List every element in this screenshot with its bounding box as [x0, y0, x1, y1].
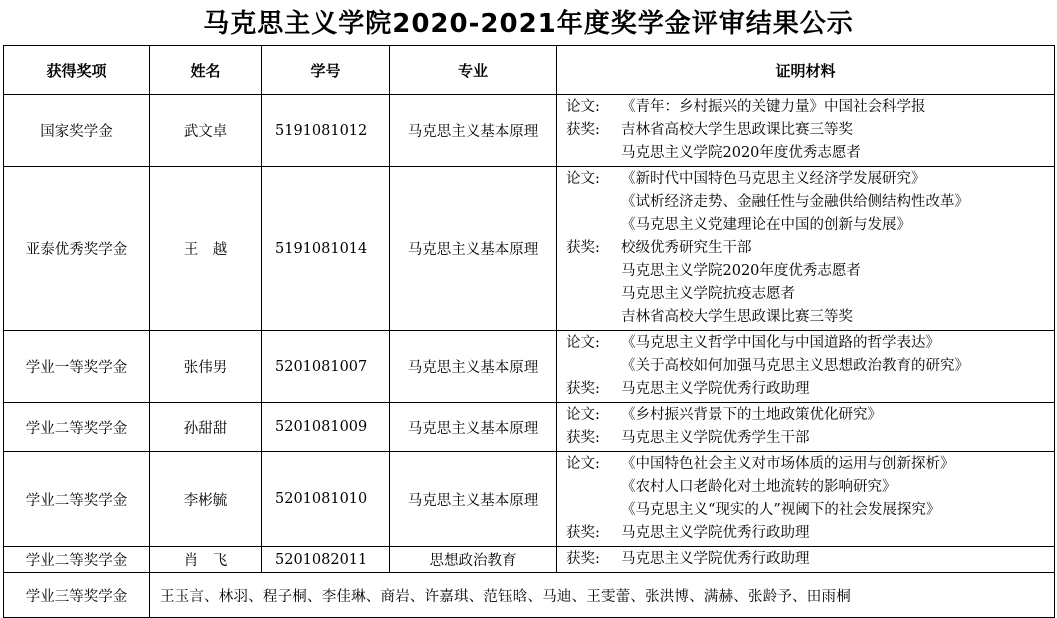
evidence-label [566, 142, 621, 165]
evidence-line [566, 476, 1050, 499]
evidence-line [566, 96, 1050, 119]
evidence-label: 获奖: [566, 122, 600, 138]
evidence-label: 获奖: [566, 240, 600, 256]
evidence-text: 《马克思主义哲学中国化与中国道路的哲学表达》 [621, 335, 940, 351]
student-id-cell: 5191081014 [262, 167, 390, 331]
evidence-text: 《青年：乡村振兴的关键力量》中国社会科学报 [621, 99, 926, 115]
header-student-id: 学号 [262, 46, 390, 95]
evidence-line [566, 119, 1050, 142]
table-row [4, 167, 1055, 331]
name-cell: 武文卓 [150, 95, 262, 167]
award-cell: 学业二等奖学金 [4, 403, 150, 452]
evidence-cell [557, 452, 1055, 547]
evidence-line [566, 453, 1050, 476]
table-row [4, 403, 1055, 452]
third-class-award: 学业三等奖学金 [4, 573, 150, 618]
evidence-text: 马克思主义学院优秀行政助理 [621, 381, 810, 397]
evidence-cell [557, 167, 1055, 331]
evidence-label [566, 191, 621, 214]
evidence-label [566, 355, 621, 378]
evidence-text: 吉林省高校大学生思政课比赛三等奖 [621, 309, 853, 325]
table-row [4, 547, 1055, 573]
student-id-cell: 5201082011 [262, 547, 390, 573]
evidence-cell [557, 403, 1055, 452]
student-id-cell: 5201081009 [262, 403, 390, 452]
evidence-line [566, 142, 1050, 165]
header-name: 姓名 [150, 46, 262, 95]
third-class-row [4, 573, 1055, 618]
name-cell: 王 越 [150, 167, 262, 331]
evidence-label: 论文: [566, 335, 600, 351]
name-cell: 孙甜甜 [150, 403, 262, 452]
evidence-text: 《关于高校如何加强马克思主义思想政治教育的研究》 [621, 358, 969, 374]
evidence-line [566, 306, 1050, 329]
major-cell: 马克思主义基本原理 [390, 167, 557, 331]
award-cell: 学业二等奖学金 [4, 452, 150, 547]
evidence-line [566, 191, 1050, 214]
evidence-label: 论文: [566, 407, 600, 423]
page-title: 马克思主义学院2020-2021年度奖学金评审结果公示 [203, 8, 854, 39]
name-cell: 张伟男 [150, 331, 262, 403]
evidence-label [566, 214, 621, 237]
student-id-cell: 5191081012 [262, 95, 390, 167]
evidence-label [566, 499, 621, 522]
evidence-label [566, 260, 621, 283]
evidence-cell [557, 95, 1055, 167]
evidence-text: 吉林省高校大学生思政课比赛三等奖 [621, 122, 853, 138]
evidence-text: 《马克思主义“现实的人”视阈下的社会发展探究》 [621, 502, 941, 518]
evidence-label: 获奖: [566, 551, 600, 567]
evidence-line [566, 427, 1050, 450]
evidence-text: 马克思主义学院优秀行政助理 [621, 525, 810, 541]
evidence-cell [557, 331, 1055, 403]
evidence-text: 《农村人口老龄化对土地流转的影响研究》 [621, 479, 897, 495]
table-row [4, 331, 1055, 403]
evidence-line [566, 332, 1050, 355]
evidence-line [566, 283, 1050, 306]
evidence-line [566, 522, 1050, 545]
table-body [4, 95, 1055, 618]
evidence-line [566, 260, 1050, 283]
table-header-row [4, 46, 1055, 95]
evidence-text: 校级优秀研究生干部 [621, 240, 752, 256]
evidence-text: 马克思主义学院抗疫志愿者 [621, 286, 795, 302]
evidence-text: 马克思主义学院优秀行政助理 [621, 551, 810, 567]
header-award: 获得奖项 [4, 46, 150, 95]
name-cell: 肖 飞 [150, 547, 262, 573]
evidence-line [566, 499, 1050, 522]
student-id-cell: 5201081007 [262, 331, 390, 403]
evidence-text: 马克思主义学院2020年度优秀志愿者 [621, 263, 861, 279]
major-cell: 马克思主义基本原理 [390, 331, 557, 403]
third-class-names: 王玉言、林羽、程子桐、李佳琳、商岩、许嘉琪、范钰晗、马迪、王雯蕾、张洪博、满赫、张龄予、田雨桐 [150, 573, 1055, 618]
evidence-label: 获奖: [566, 525, 600, 541]
name-cell: 李彬毓 [150, 452, 262, 547]
evidence-cell [557, 547, 1055, 573]
award-cell: 亚泰优秀奖学金 [4, 167, 150, 331]
evidence-label [566, 306, 621, 329]
evidence-line [566, 378, 1050, 401]
evidence-label [566, 476, 621, 499]
evidence-label: 获奖: [566, 430, 600, 446]
major-cell: 思想政治教育 [390, 547, 557, 573]
award-cell: 学业一等奖学金 [4, 331, 150, 403]
evidence-label: 获奖: [566, 381, 600, 397]
evidence-line [566, 548, 1050, 571]
evidence-label [566, 283, 621, 306]
award-cell: 学业二等奖学金 [4, 547, 150, 573]
table-row [4, 95, 1055, 167]
major-cell: 马克思主义基本原理 [390, 452, 557, 547]
evidence-label: 论文: [566, 171, 600, 187]
evidence-text: 马克思主义学院2020年度优秀志愿者 [621, 145, 861, 161]
header-major: 专业 [390, 46, 557, 95]
evidence-text: 《中国特色社会主义对市场体质的运用与创新探析》 [621, 456, 955, 472]
major-cell: 马克思主义基本原理 [390, 403, 557, 452]
header-evidence: 证明材料 [557, 46, 1055, 95]
table-row [4, 452, 1055, 547]
student-id-cell: 5201081010 [262, 452, 390, 547]
major-cell: 马克思主义基本原理 [390, 95, 557, 167]
award-cell: 国家奖学金 [4, 95, 150, 167]
evidence-text: 马克思主义学院优秀学生干部 [621, 430, 810, 446]
evidence-text: 《马克思主义党建理论在中国的创新与发展》 [621, 217, 911, 233]
evidence-line [566, 168, 1050, 191]
award-results-table [3, 45, 1055, 618]
evidence-line [566, 214, 1050, 237]
evidence-text: 《乡村振兴背景下的土地政策优化研究》 [621, 407, 882, 423]
evidence-label: 论文: [566, 99, 600, 115]
evidence-text: 《新时代中国特色马克思主义经济学发展研究》 [621, 171, 926, 187]
evidence-text: 《试析经济走势、金融任性与金融供给侧结构性改革》 [621, 194, 969, 210]
evidence-line [566, 237, 1050, 260]
evidence-line [566, 355, 1050, 378]
evidence-line [566, 404, 1050, 427]
evidence-label: 论文: [566, 456, 600, 472]
